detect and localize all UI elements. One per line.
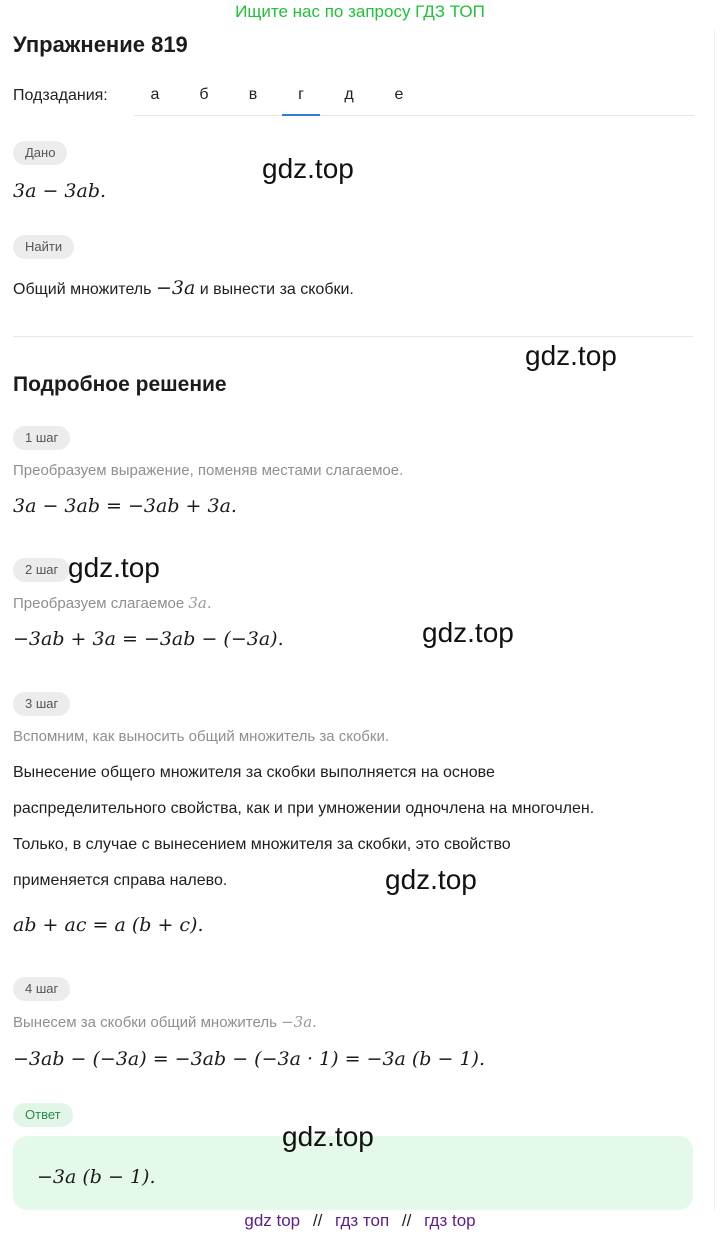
solution-heading: Подробное решение xyxy=(13,373,227,396)
tab-g[interactable]: г xyxy=(282,86,320,116)
watermark: gdz.top xyxy=(422,617,514,648)
step-3-hint: Вспомним, как выносить общий множитель за скобки. xyxy=(13,728,389,745)
section-divider xyxy=(13,336,693,337)
find-text-before: Общий множитель xyxy=(13,281,152,298)
answer-badge: Ответ xyxy=(13,1103,73,1127)
tab-e[interactable]: е xyxy=(394,86,404,103)
page-title: Упражнение 819 xyxy=(13,32,188,57)
step-1-expression: 3a − 3ab = −3ab + 3a. xyxy=(13,495,237,517)
step-4-hint-text: Вынесем за скобки общий множитель xyxy=(13,1014,277,1031)
given-expression: 3a − 3ab. xyxy=(13,180,107,202)
step-2-expression: −3ab + 3a = −3ab − (−3a). xyxy=(13,628,284,650)
step-2-hint-math: 3a. xyxy=(188,594,212,612)
tab-v[interactable]: в xyxy=(248,86,258,103)
step-3-badge: 3 шаг xyxy=(13,692,70,716)
step-1-hint: Преобразуем выражение, поменяв местами слагаемое. xyxy=(13,462,404,479)
tab-d[interactable]: д xyxy=(344,86,354,103)
watermark: gdz.top xyxy=(68,552,160,583)
step-1-badge: 1 шаг xyxy=(13,426,70,450)
watermark: gdz.top xyxy=(282,1121,374,1152)
step-3-expression: ab + ac = a (b + c). xyxy=(13,914,204,936)
step-2-hint-text: Преобразуем слагаемое xyxy=(13,595,185,612)
step-3-paragraph-line-1: Вынесение общего множителя за скобки выполняется на основе xyxy=(13,764,495,781)
tab-b[interactable]: б xyxy=(199,86,209,103)
find-math: −3a xyxy=(155,277,196,299)
step-3-paragraph-line-2: распределительного свойства, как и при умножении одночлена на многочлен. xyxy=(13,800,595,817)
given-badge: Дано xyxy=(13,141,67,165)
search-banner: Ищите нас по запросу ГДЗ ТОП xyxy=(235,2,485,21)
watermark: gdz.top xyxy=(385,864,477,895)
subtasks-tabs xyxy=(134,78,694,116)
step-4-expression: −3ab − (−3a) = −3ab − (−3a · 1) = −3a (b − 1). xyxy=(13,1048,486,1070)
footer-link-3[interactable]: гдз top xyxy=(424,1211,476,1230)
tab-a[interactable]: а xyxy=(150,86,160,103)
footer-separator: // xyxy=(312,1211,323,1230)
find-text-after: и вынести за скобки. xyxy=(199,281,354,298)
footer-separator: // xyxy=(401,1211,412,1230)
find-text xyxy=(13,277,354,299)
step-3-paragraph-line-3: Только, в случае с вынесением множителя за скобки, это свойство xyxy=(13,836,511,853)
footer-link-2[interactable]: гдз топ xyxy=(335,1211,390,1230)
watermark: gdz.top xyxy=(525,340,617,371)
step-2-hint xyxy=(13,594,212,612)
step-4-hint-math: −3a. xyxy=(281,1013,317,1031)
step-2-badge: 2 шаг xyxy=(13,558,70,582)
watermark: gdz.top xyxy=(262,153,354,184)
footer-links xyxy=(0,1211,720,1231)
step-4-badge: 4 шаг xyxy=(13,977,70,1001)
answer-expression: −3a (b − 1). xyxy=(37,1166,156,1188)
step-4-hint xyxy=(13,1013,317,1031)
page-edge-line xyxy=(714,30,715,1210)
subtasks-label: Подзадания: xyxy=(13,87,108,104)
footer-link-1[interactable]: gdz top xyxy=(244,1211,301,1230)
find-badge: Найти xyxy=(13,235,74,259)
step-3-paragraph-line-4: применяется справа налево. xyxy=(13,872,228,889)
